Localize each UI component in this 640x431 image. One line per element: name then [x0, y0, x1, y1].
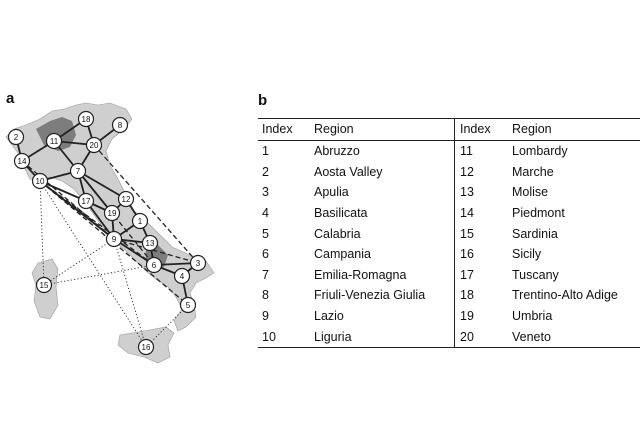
header-region-left: Region: [314, 119, 455, 141]
node-label: 18: [81, 115, 91, 124]
cell-index: 15: [455, 223, 513, 244]
node-label: 6: [151, 261, 157, 270]
region-node-6: [147, 258, 162, 273]
region-node-18: [79, 112, 94, 127]
cell-region: Emilia-Romagna: [314, 267, 407, 282]
panel-label-a: a: [6, 90, 15, 107]
region-node-5: [181, 298, 196, 313]
cell-region: Apulia: [314, 185, 349, 200]
region-index-table: [258, 118, 640, 348]
table-row: [258, 244, 640, 265]
node-label: 16: [141, 343, 151, 352]
cell-index: 3: [262, 185, 269, 200]
cell-index: 5: [262, 226, 269, 241]
region-node-3: [191, 256, 206, 271]
node-label: 5: [185, 301, 191, 310]
cell-region: Calabria: [314, 226, 361, 241]
cell-index: 4: [262, 206, 269, 221]
region-node-13: [143, 236, 158, 251]
node-label: 2: [13, 133, 19, 142]
cell-index: 11: [455, 141, 513, 162]
cell-index: 16: [455, 244, 513, 265]
node-label: 13: [145, 239, 155, 248]
header-index-left: Index: [258, 119, 314, 141]
table-row: [258, 182, 640, 203]
cell-region: Campania: [314, 247, 371, 262]
cell-region: Lazio: [314, 309, 344, 324]
italy-region-network-map: [0, 95, 250, 385]
table-row: [258, 203, 640, 224]
cell-region: Friuli-Venezia Giulia: [314, 288, 426, 303]
region-node-17: [79, 194, 94, 209]
region-node-11: [47, 134, 62, 149]
region-node-9: [107, 232, 122, 247]
table-row: [258, 306, 640, 327]
cell-index: 2: [262, 164, 269, 179]
node-label: 11: [49, 137, 59, 146]
table-row: [258, 326, 640, 347]
cell-index: 14: [455, 203, 513, 224]
cell-region: Liguria: [314, 326, 455, 347]
node-label: 20: [89, 141, 99, 150]
region-node-4: [175, 269, 190, 284]
cell-region: Sicily: [512, 247, 542, 262]
cell-index: 19: [455, 306, 513, 327]
cell-index: 18: [455, 285, 513, 306]
cell-region: Veneto: [512, 326, 640, 347]
cell-region: Abruzzo: [314, 144, 360, 159]
node-label: 7: [75, 167, 81, 176]
node-label: 8: [117, 121, 123, 130]
region-node-15: [37, 278, 52, 293]
node-label: 9: [111, 235, 117, 244]
region-node-8: [113, 118, 128, 133]
region-node-19: [105, 206, 120, 221]
node-label: 19: [107, 209, 117, 218]
cell-region: Tuscany: [512, 267, 559, 282]
node-label: 1: [137, 217, 143, 226]
cell-region: Lombardy: [512, 144, 568, 159]
table-row: [258, 285, 640, 306]
cell-index: 20: [455, 326, 513, 347]
cell-region: Aosta Valley: [314, 164, 383, 179]
header-region-right: Region: [512, 119, 640, 141]
node-label: 14: [17, 157, 27, 166]
region-node-7: [71, 164, 86, 179]
cell-index: 6: [262, 247, 269, 262]
node-label: 17: [81, 197, 91, 206]
table-header-row: [258, 119, 640, 141]
node-label: 15: [39, 281, 49, 290]
cell-region: Sardinia: [512, 226, 558, 241]
node-label: 12: [121, 195, 131, 204]
region-node-10: [33, 174, 48, 189]
panel-label-b: b: [258, 92, 268, 109]
cell-region: Basilicata: [314, 206, 368, 221]
cell-region: Umbria: [512, 309, 553, 324]
region-node-1: [133, 214, 148, 229]
table-row: [258, 141, 640, 162]
region-node-12: [119, 192, 134, 207]
region-node-2: [9, 130, 24, 145]
region-node-20: [87, 138, 102, 153]
table-row: [258, 265, 640, 286]
table-row: [258, 162, 640, 183]
region-node-14: [15, 154, 30, 169]
header-index-right: Index: [455, 119, 513, 141]
node-label: 3: [195, 259, 201, 268]
cell-region: Trentino-Alto Adige: [512, 288, 618, 303]
cell-index: 13: [455, 182, 513, 203]
cell-index: 17: [455, 265, 513, 286]
node-label: 4: [179, 272, 185, 281]
cell-index: 7: [262, 267, 269, 282]
region-node-16: [139, 340, 154, 355]
node-label: 10: [35, 177, 45, 186]
cell-index: 10: [258, 326, 314, 347]
cell-index: 9: [262, 309, 269, 324]
cell-index: 8: [262, 288, 269, 303]
table-row: [258, 223, 640, 244]
cell-index: 12: [455, 162, 513, 183]
cell-region: Molise: [512, 185, 549, 200]
edge-dotted: [44, 265, 154, 285]
cell-region: Marche: [512, 164, 554, 179]
cell-region: Piedmont: [512, 206, 565, 221]
cell-index: 1: [262, 144, 269, 159]
